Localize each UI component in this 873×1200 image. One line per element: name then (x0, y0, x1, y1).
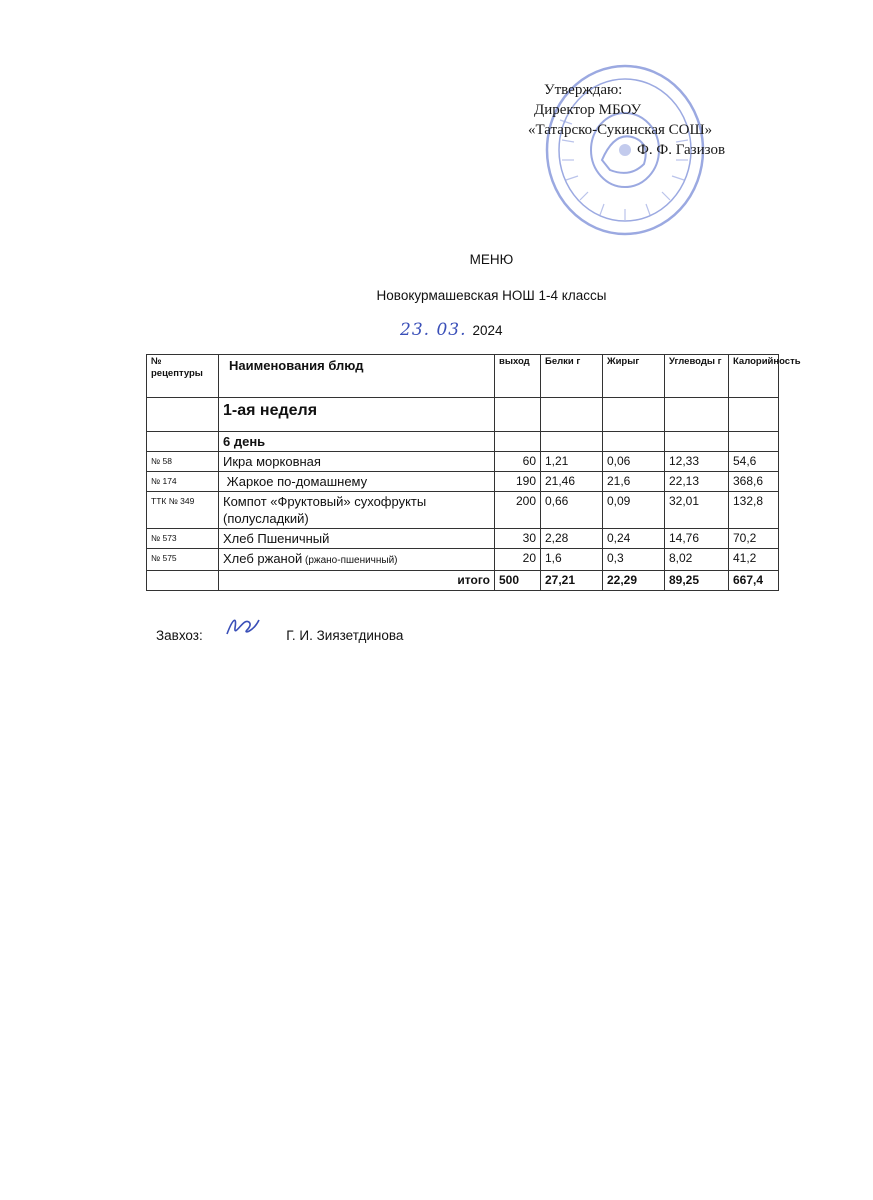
table-row (147, 549, 779, 571)
header-yield: выход (495, 355, 541, 398)
recipe-code: № 58 (147, 452, 219, 472)
header-fat: Жирыг (603, 355, 665, 398)
total-protein: 27,21 (541, 571, 603, 591)
handwritten-signature (207, 614, 279, 645)
recipe-code: ТТК № 349 (147, 492, 219, 529)
page-title: МЕНЮ (469, 252, 514, 267)
date-year: 2024 (472, 323, 503, 338)
total-label: итого (219, 571, 495, 591)
table-row (147, 472, 779, 492)
dish-calories: 132,8 (729, 492, 779, 529)
dish-calories: 368,6 (729, 472, 779, 492)
header-protein: Белки г (541, 355, 603, 398)
dish-protein: 21,46 (541, 472, 603, 492)
dish-protein: 1,21 (541, 452, 603, 472)
dish-name-main: Хлеб ржаной (223, 551, 303, 566)
dish-fat: 0,06 (603, 452, 665, 472)
school-name: Новокурмашевская НОШ 1-4 классы (376, 288, 607, 303)
dish-protein: 1,6 (541, 549, 603, 571)
header-carbs: Углеводы г (665, 355, 729, 398)
approval-heading: Утверждаю: (544, 82, 623, 98)
approval-position: Директор МБОУ (534, 102, 642, 118)
total-fat: 22,29 (603, 571, 665, 591)
table-header-row (147, 355, 779, 398)
week-label: 1-ая неделя (219, 398, 495, 432)
header-recipe: № рецептуры (147, 355, 219, 398)
day-label: 6 день (219, 432, 495, 452)
total-carbs: 89,25 (665, 571, 729, 591)
dish-yield: 30 (495, 529, 541, 549)
week-row (147, 398, 779, 432)
header-dish-name: Наименования блюд (219, 355, 495, 398)
header-calories: Калорийность (729, 355, 779, 398)
dish-carbs: 12,33 (665, 452, 729, 472)
dish-carbs: 14,76 (665, 529, 729, 549)
dish-yield: 190 (495, 472, 541, 492)
dish-calories: 70,2 (729, 529, 779, 549)
dish-fat: 0,3 (603, 549, 665, 571)
dish-name (219, 549, 495, 571)
dish-yield: 20 (495, 549, 541, 571)
approval-block (528, 80, 774, 160)
dish-fat: 0,09 (603, 492, 665, 529)
recipe-code: № 575 (147, 549, 219, 571)
dish-name: Компот «Фруктовый» сухофрукты (полусладкий) (219, 492, 495, 529)
menu-date (400, 320, 503, 340)
approval-director-name: Ф. Ф. Газизов (637, 142, 726, 158)
approval-school: «Татарско-Сукинская СОШ» (528, 122, 713, 138)
total-row (147, 571, 779, 591)
storekeeper-name: Г. И. Зиязетдинова (286, 628, 404, 643)
dish-yield: 60 (495, 452, 541, 472)
recipe-code: № 573 (147, 529, 219, 549)
dish-name: Жаркое по-домашнему (219, 472, 495, 492)
dish-protein: 0,66 (541, 492, 603, 529)
dish-name: Хлеб Пшеничный (219, 529, 495, 549)
signature-line (156, 614, 403, 645)
handwritten-date: 23. 03. (400, 320, 467, 340)
dish-name: Икра морковная (219, 452, 495, 472)
total-calories: 667,4 (729, 571, 779, 591)
recipe-code: № 174 (147, 472, 219, 492)
dish-yield: 200 (495, 492, 541, 529)
dish-protein: 2,28 (541, 529, 603, 549)
dish-fat: 21,6 (603, 472, 665, 492)
dish-calories: 41,2 (729, 549, 779, 571)
dish-fat: 0,24 (603, 529, 665, 549)
dish-calories: 54,6 (729, 452, 779, 472)
dish-carbs: 8,02 (665, 549, 729, 571)
table-row (147, 492, 779, 529)
storekeeper-label: Завхоз: (156, 628, 203, 643)
menu-table (146, 354, 801, 591)
dish-name-note: (ржано-пшеничный) (302, 555, 398, 566)
total-yield: 500 (495, 571, 541, 591)
day-row (147, 432, 779, 452)
dish-carbs: 22,13 (665, 472, 729, 492)
dish-carbs: 32,01 (665, 492, 729, 529)
table-row (147, 452, 779, 472)
table-row (147, 529, 779, 549)
